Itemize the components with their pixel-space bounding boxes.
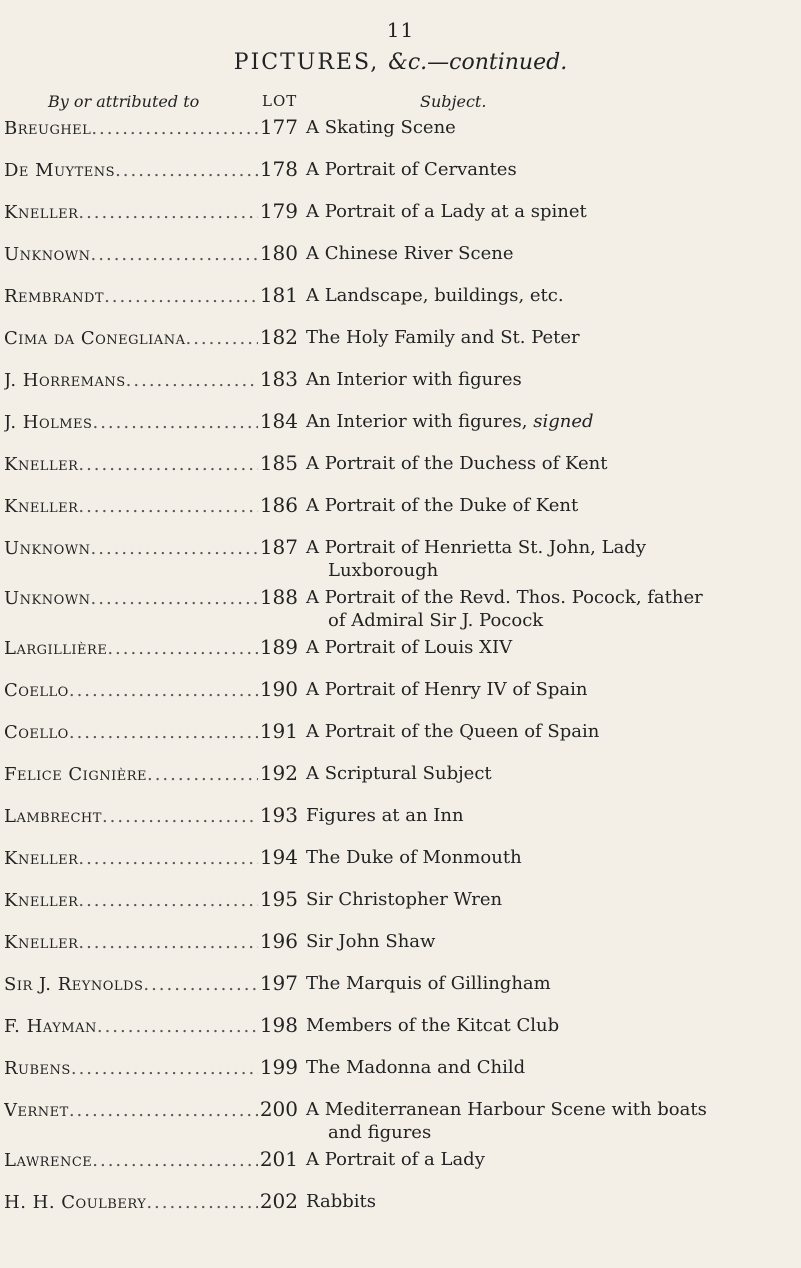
- leader-dots: [146, 1188, 257, 1216]
- lot-number: 193: [259, 803, 298, 827]
- leader-dots: [91, 584, 258, 612]
- leader-dots: [185, 324, 257, 352]
- subject-text: Figures at an Inn: [306, 805, 464, 826]
- subject-cell: [306, 1010, 776, 1037]
- leader-dots: [78, 844, 257, 872]
- artist-cell: [4, 800, 298, 830]
- artist-name: Rembrandt: [4, 286, 105, 307]
- leader-dots: [69, 718, 258, 746]
- lot-row: [0, 280, 801, 322]
- lot-number: 189: [259, 635, 298, 659]
- subject-text: A Portrait of the Revd. Thos. Pocock, father: [306, 587, 703, 608]
- lot-number: 198: [259, 1013, 298, 1037]
- lot-row: [0, 716, 801, 758]
- leader-dots: [78, 886, 257, 914]
- leader-dots: [71, 1054, 258, 1082]
- artist-name: Kneller: [4, 454, 79, 475]
- artist-cell: [4, 1094, 298, 1124]
- subject-cell: [306, 448, 776, 475]
- artist-cell: [4, 448, 298, 478]
- artist-cell: [4, 1186, 298, 1216]
- lot-row: [0, 1094, 801, 1144]
- leader-dots: [78, 928, 257, 956]
- subject-continuation: Luxborough: [328, 560, 439, 581]
- subject-cell: [306, 884, 776, 911]
- lot-number: 187: [259, 535, 298, 559]
- leader-dots: [102, 802, 258, 830]
- leader-dots: [69, 676, 258, 704]
- subject-text: A Portrait of Cervantes: [306, 159, 517, 180]
- lot-number: 190: [259, 677, 298, 701]
- subject-text: The Holy Family and St. Peter: [306, 327, 580, 348]
- artist-name: Kneller: [4, 202, 79, 223]
- subject-text: Rabbits: [306, 1191, 376, 1212]
- subject-text: A Skating Scene: [306, 117, 456, 138]
- subject-cell: [306, 1186, 776, 1213]
- artist-cell: [4, 1010, 298, 1040]
- subject-continuation: of Admiral Sir J. Pocock: [328, 610, 544, 631]
- lot-row: [0, 364, 801, 406]
- artist-cell: [4, 238, 298, 268]
- lot-number: 184: [259, 409, 298, 433]
- artist-cell: [4, 758, 298, 788]
- leader-dots: [115, 156, 258, 184]
- subject-continuation: and figures: [328, 1122, 432, 1143]
- artist-name: Largillière: [4, 638, 108, 659]
- lot-number: 202: [259, 1189, 298, 1213]
- lot-row: [0, 884, 801, 926]
- artist-name: Breughel: [4, 118, 92, 139]
- lot-row: [0, 112, 801, 154]
- lot-row: [0, 154, 801, 196]
- column-header-lot: LOT: [262, 92, 298, 110]
- lot-number: 201: [259, 1147, 298, 1171]
- artist-name: Vernet: [4, 1100, 69, 1121]
- column-header-artist: By or attributed to: [48, 92, 200, 111]
- subject-text: Sir John Shaw: [306, 931, 436, 952]
- lot-number: 183: [259, 367, 298, 391]
- leader-dots: [97, 1012, 258, 1040]
- artist-cell: [4, 154, 298, 184]
- lot-number: 194: [259, 845, 298, 869]
- lot-row: [0, 406, 801, 448]
- lot-row: [0, 1052, 801, 1094]
- artist-name: H. H. Coulbery: [4, 1192, 147, 1213]
- artist-name: Rubens: [4, 1058, 71, 1079]
- lot-number: 192: [259, 761, 298, 785]
- artist-name: Unknown: [4, 244, 91, 265]
- artist-name: Sir J. Reynolds: [4, 974, 144, 995]
- subject-cell: [306, 968, 776, 995]
- lot-row: [0, 1010, 801, 1052]
- heading-main: PICTURES,: [233, 50, 380, 75]
- subject-text: The Duke of Monmouth: [306, 847, 522, 868]
- artist-cell: [4, 406, 298, 436]
- subject-text: Sir Christopher Wren: [306, 889, 503, 910]
- subject-text: A Portrait of Henry IV of Spain: [306, 679, 588, 700]
- heading-continued: &c.—continued.: [388, 50, 568, 75]
- subject-text: A Portrait of Louis XIV: [306, 637, 513, 658]
- artist-cell: [4, 112, 298, 142]
- artist-cell: [4, 926, 298, 956]
- subject-cell: [306, 532, 776, 582]
- artist-name: De Muytens: [4, 160, 116, 181]
- lot-number: 186: [259, 493, 298, 517]
- artist-name: Kneller: [4, 890, 79, 911]
- artist-name: Lambrecht: [4, 806, 102, 827]
- subject-cell: [306, 716, 776, 743]
- lot-number: 180: [259, 241, 298, 265]
- artist-cell: [4, 884, 298, 914]
- page-number: 11: [386, 18, 415, 42]
- lot-number: 177: [259, 115, 298, 139]
- subject-cell: [306, 490, 776, 517]
- artist-cell: [4, 196, 298, 226]
- lot-row: [0, 674, 801, 716]
- subject-cell: [306, 406, 776, 433]
- subject-cell: [306, 926, 776, 953]
- leader-dots: [78, 492, 257, 520]
- lot-number: 185: [259, 451, 298, 475]
- lot-number: 195: [259, 887, 298, 911]
- subject-text: A Portrait of the Queen of Spain: [306, 721, 600, 742]
- subject-text: A Mediterranean Harbour Scene with boats: [306, 1099, 707, 1120]
- lot-row: [0, 968, 801, 1010]
- artist-cell: [4, 1052, 298, 1082]
- subject-cell: [306, 582, 776, 632]
- artist-name: Coello: [4, 722, 69, 743]
- lot-number: 181: [259, 283, 298, 307]
- subject-cell: [306, 800, 776, 827]
- artist-name: Coello: [4, 680, 69, 701]
- subject-text: A Scriptural Subject: [306, 763, 492, 784]
- lot-row: [0, 632, 801, 674]
- artist-name: Unknown: [4, 538, 91, 559]
- leader-dots: [104, 282, 258, 310]
- column-header-subject: Subject.: [420, 92, 487, 111]
- artist-cell: [4, 322, 298, 352]
- artist-cell: [4, 674, 298, 704]
- subject-cell: [306, 632, 776, 659]
- lot-row: [0, 926, 801, 968]
- artist-cell: [4, 842, 298, 872]
- lot-number: 178: [259, 157, 298, 181]
- lot-row: [0, 532, 801, 582]
- artist-cell: [4, 716, 298, 746]
- subject-cell: [306, 674, 776, 701]
- subject-cell: [306, 1052, 776, 1079]
- subject-cell: [306, 154, 776, 181]
- lot-number: 197: [259, 971, 298, 995]
- artist-name: Kneller: [4, 932, 79, 953]
- lot-row: [0, 758, 801, 800]
- lot-list: [0, 112, 801, 1228]
- subject-cell: [306, 758, 776, 785]
- subject-cell: [306, 238, 776, 265]
- subject-text: The Madonna and Child: [306, 1057, 526, 1078]
- leader-dots: [143, 970, 257, 998]
- artist-cell: [4, 582, 298, 612]
- lot-number: 188: [259, 585, 298, 609]
- subject-cell: [306, 1144, 776, 1171]
- artist-cell: [4, 968, 298, 998]
- subject-text: An Interior with figures: [306, 369, 522, 390]
- leader-dots: [69, 1096, 258, 1124]
- lot-number: 191: [259, 719, 298, 743]
- lot-number: 196: [259, 929, 298, 953]
- lot-row: [0, 1186, 801, 1228]
- lot-row: [0, 800, 801, 842]
- subject-text: An Interior with figures, signed: [306, 411, 594, 432]
- lot-number: 199: [259, 1055, 298, 1079]
- artist-cell: [4, 632, 298, 662]
- leader-dots: [78, 450, 257, 478]
- artist-name: F. Hayman: [4, 1016, 97, 1037]
- artist-name: Felice Cignière: [4, 764, 147, 785]
- subject-text: A Portrait of a Lady at a spinet: [306, 201, 587, 222]
- lot-row: [0, 322, 801, 364]
- artist-name: J. Horremans: [4, 370, 126, 391]
- subject-cell: [306, 112, 776, 139]
- lot-row: [0, 1144, 801, 1186]
- artist-cell: [4, 490, 298, 520]
- artist-cell: [4, 280, 298, 310]
- artist-name: Kneller: [4, 848, 79, 869]
- subject-text: A Portrait of a Lady: [306, 1149, 485, 1170]
- subject-cell: [306, 364, 776, 391]
- subject-cell: [306, 1094, 776, 1144]
- artist-name: Unknown: [4, 588, 91, 609]
- artist-name: J. Holmes: [4, 412, 93, 433]
- lot-row: [0, 196, 801, 238]
- artist-name: Lawrence: [4, 1150, 93, 1171]
- leader-dots: [107, 634, 257, 662]
- subject-cell: [306, 196, 776, 223]
- leader-dots: [147, 760, 258, 788]
- subject-text: A Landscape, buildings, etc.: [306, 285, 564, 306]
- lot-row: [0, 490, 801, 532]
- subject-cell: [306, 280, 776, 307]
- lot-row: [0, 842, 801, 884]
- section-heading: [0, 50, 801, 75]
- leader-dots: [78, 198, 257, 226]
- leader-dots: [91, 534, 258, 562]
- leader-dots: [91, 240, 258, 268]
- leader-dots: [92, 408, 257, 436]
- leader-dots: [126, 366, 258, 394]
- subject-text: A Chinese River Scene: [306, 243, 514, 264]
- subject-text: The Marquis of Gillingham: [306, 973, 551, 994]
- lot-number: 182: [259, 325, 298, 349]
- subject-text: Members of the Kitcat Club: [306, 1015, 560, 1036]
- artist-cell: [4, 364, 298, 394]
- lot-number: 200: [259, 1097, 298, 1121]
- artist-cell: [4, 532, 298, 562]
- leader-dots: [92, 1146, 258, 1174]
- artist-cell: [4, 1144, 298, 1174]
- artist-name: Kneller: [4, 496, 79, 517]
- subject-cell: [306, 842, 776, 869]
- subject-cell: [306, 322, 776, 349]
- lot-number: 179: [259, 199, 298, 223]
- lot-row: [0, 448, 801, 490]
- lot-row: [0, 238, 801, 280]
- subject-text: A Portrait of the Duke of Kent: [306, 495, 579, 516]
- lot-row: [0, 582, 801, 632]
- subject-text: A Portrait of Henrietta St. John, Lady: [306, 537, 646, 558]
- artist-name: Cima da Conegliana: [4, 328, 186, 349]
- leader-dots: [91, 114, 258, 142]
- subject-text: A Portrait of the Duchess of Kent: [306, 453, 608, 474]
